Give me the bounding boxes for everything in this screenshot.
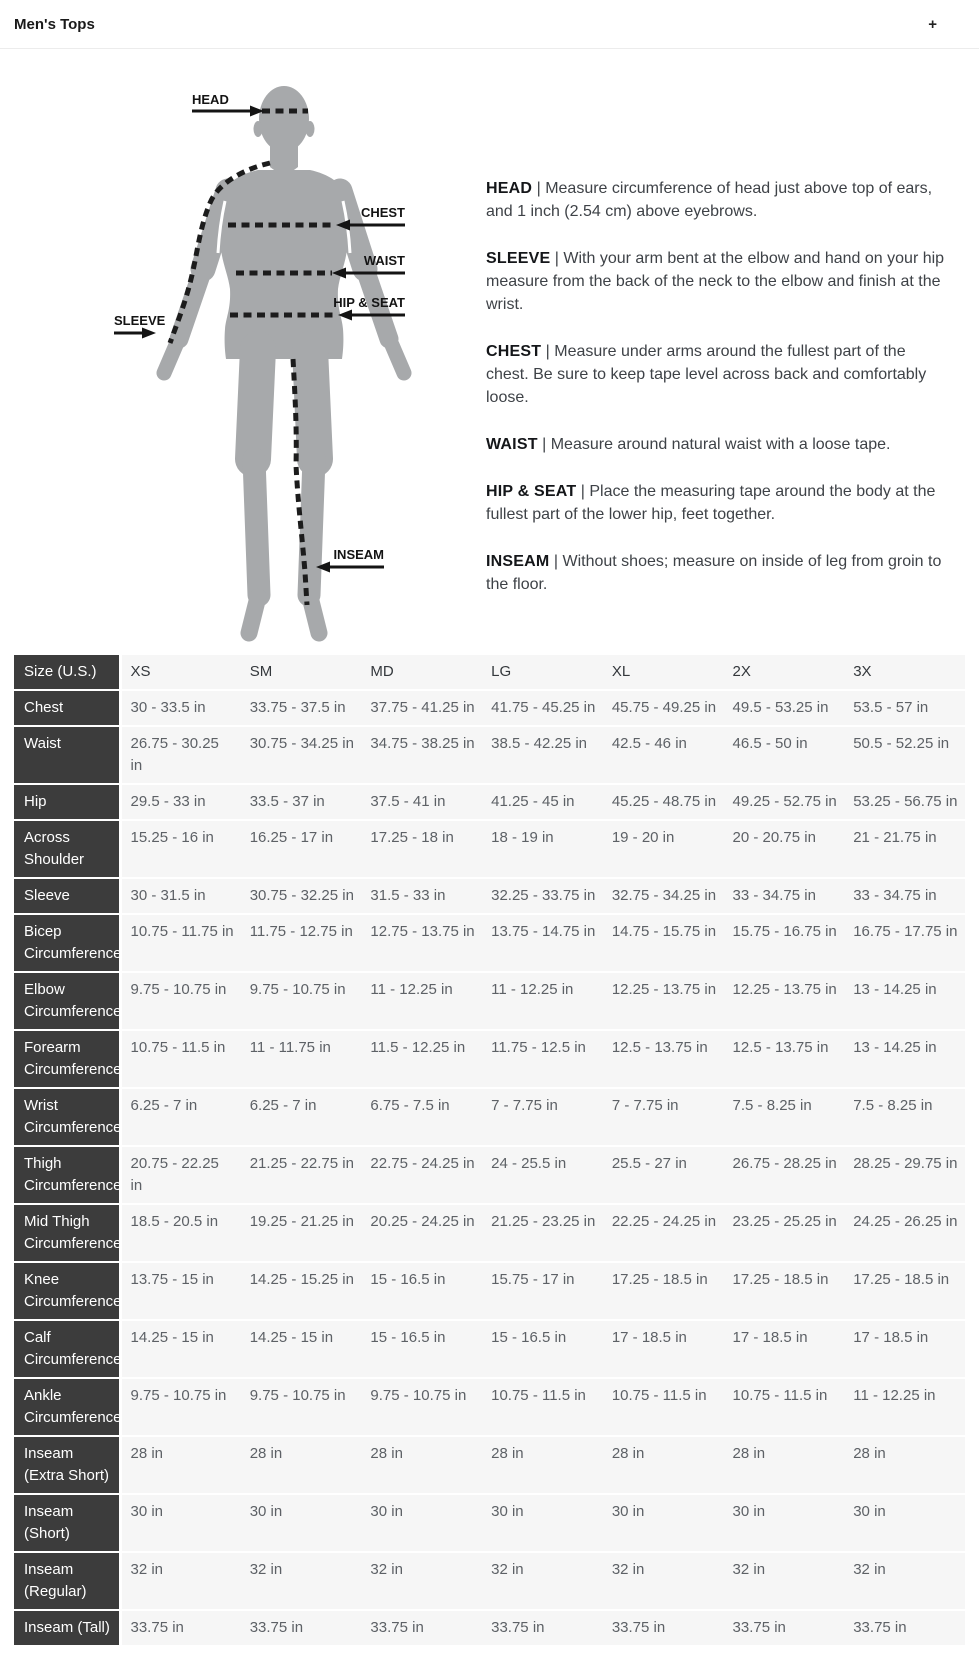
size-value-cell: 20.75 - 22.25 in [120, 1146, 241, 1204]
guide-term: HIP & SEAT [486, 483, 577, 500]
size-value-cell: 41.75 - 45.25 in [482, 690, 603, 726]
guide-description: Measure around natural waist with a loose tape. [550, 436, 891, 453]
size-value-cell: 32 in [120, 1552, 241, 1610]
size-value-cell: 21.25 - 22.75 in [241, 1146, 362, 1204]
measurement-row-label: Mid Thigh Circumference [14, 1204, 120, 1262]
size-value-cell: 24.25 - 26.25 in [844, 1204, 965, 1262]
size-value-cell: 32 in [482, 1552, 603, 1610]
size-table-row [14, 1204, 965, 1262]
size-value-cell: 13.75 - 14.75 in [482, 914, 603, 972]
measurement-row-label: Knee Circumference [14, 1262, 120, 1320]
size-value-cell: 10.75 - 11.5 in [603, 1378, 724, 1436]
guide-entry [486, 433, 950, 456]
sleeve-arrowhead [142, 328, 156, 339]
measurement-row-label: Hip [14, 784, 120, 820]
size-table-row [14, 820, 965, 878]
guide-separator: | [550, 250, 564, 267]
size-value-cell: 28 in [724, 1436, 845, 1494]
size-value-cell: 9.75 - 10.75 in [241, 1378, 362, 1436]
size-value-cell: 11 - 12.25 in [844, 1378, 965, 1436]
size-value-cell: 20 - 20.75 in [724, 820, 845, 878]
size-value-cell: 17.25 - 18.5 in [603, 1262, 724, 1320]
size-value-cell: 22.75 - 24.25 in [361, 1146, 482, 1204]
size-value-cell: 6.25 - 7 in [120, 1088, 241, 1146]
size-value-cell: 15.25 - 16 in [120, 820, 241, 878]
size-value-cell: 10.75 - 11.75 in [120, 914, 241, 972]
size-value-cell: 16.75 - 17.75 in [844, 914, 965, 972]
size-column-header: XL [603, 655, 724, 690]
size-value-cell: 26.75 - 28.25 in [724, 1146, 845, 1204]
size-value-cell: 15.75 - 16.75 in [724, 914, 845, 972]
measurement-row-label: Calf Circumference [14, 1320, 120, 1378]
size-value-cell: 37.5 - 41 in [361, 784, 482, 820]
size-value-cell: 34.75 - 38.25 in [361, 726, 482, 784]
size-value-cell: 30.75 - 32.25 in [241, 878, 362, 914]
size-value-cell: 7.5 - 8.25 in [724, 1088, 845, 1146]
size-value-cell: 12.25 - 13.75 in [603, 972, 724, 1030]
measurement-row-label: Elbow Circumference [14, 972, 120, 1030]
size-value-cell: 15 - 16.5 in [361, 1320, 482, 1378]
size-value-cell: 11 - 12.25 in [482, 972, 603, 1030]
head-label: HEAD [192, 92, 229, 107]
size-value-cell: 26.75 - 30.25 in [120, 726, 241, 784]
guide-description: Place the measuring tape around the body at the fullest part of the lower hip, feet together. [486, 483, 936, 523]
size-table-row [14, 1088, 965, 1146]
measurement-row-label: Forearm Circumference [14, 1030, 120, 1088]
size-value-cell: 41.25 - 45 in [482, 784, 603, 820]
size-value-cell: 17 - 18.5 in [724, 1320, 845, 1378]
size-value-cell: 42.5 - 46 in [603, 726, 724, 784]
size-value-cell: 23.25 - 25.25 in [724, 1204, 845, 1262]
size-value-cell: 17.25 - 18 in [361, 820, 482, 878]
size-table-row [14, 726, 965, 784]
measurement-row-label: Chest [14, 690, 120, 726]
size-value-cell: 17 - 18.5 in [603, 1320, 724, 1378]
size-table-row [14, 1030, 965, 1088]
size-table-row [14, 1552, 965, 1610]
size-value-cell: 28 in [844, 1436, 965, 1494]
size-value-cell: 33.75 in [724, 1610, 845, 1646]
size-value-cell: 11.75 - 12.75 in [241, 914, 362, 972]
size-table-row [14, 1146, 965, 1204]
measurement-row-label: Bicep Circumference [14, 914, 120, 972]
size-value-cell: 14.75 - 15.75 in [603, 914, 724, 972]
size-value-cell: 21.25 - 23.25 in [482, 1204, 603, 1262]
guide-entry [486, 177, 950, 223]
size-value-cell: 18.5 - 20.5 in [120, 1204, 241, 1262]
size-value-cell: 30 in [482, 1494, 603, 1552]
plus-icon[interactable]: + [928, 15, 937, 33]
size-value-cell: 12.25 - 13.75 in [724, 972, 845, 1030]
size-value-cell: 30 in [361, 1494, 482, 1552]
size-value-cell: 13 - 14.25 in [844, 1030, 965, 1088]
size-column-header: 2X [724, 655, 845, 690]
guide-description: Measure under arms around the fullest part of the chest. Be sure to keep tape level across back and comfortably loose. [486, 343, 927, 406]
size-value-cell: 17 - 18.5 in [844, 1320, 965, 1378]
size-value-cell: 30 in [241, 1494, 362, 1552]
size-value-cell: 7 - 7.75 in [603, 1088, 724, 1146]
size-value-cell: 30 - 31.5 in [120, 878, 241, 914]
size-value-cell: 45.75 - 49.25 in [603, 690, 724, 726]
size-value-cell: 32 in [724, 1552, 845, 1610]
size-value-cell: 33.5 - 37 in [241, 784, 362, 820]
size-value-cell: 32 in [844, 1552, 965, 1610]
size-value-cell: 33.75 in [120, 1610, 241, 1646]
size-value-cell: 30 in [120, 1494, 241, 1552]
size-table-row [14, 1262, 965, 1320]
size-value-cell: 25.5 - 27 in [603, 1146, 724, 1204]
measurement-row-label: Across Shoulder [14, 820, 120, 878]
size-value-cell: 49.5 - 53.25 in [724, 690, 845, 726]
waist-label: WAIST [363, 253, 405, 268]
measurement-row-label: Waist [14, 726, 120, 784]
measurement-row-label: Sleeve [14, 878, 120, 914]
size-value-cell: 14.25 - 15.25 in [241, 1262, 362, 1320]
size-value-cell: 45.25 - 48.75 in [603, 784, 724, 820]
size-value-cell: 28 in [482, 1436, 603, 1494]
guide-separator: | [549, 553, 563, 570]
size-table-row [14, 784, 965, 820]
size-value-cell: 30 in [844, 1494, 965, 1552]
size-table-row [14, 878, 965, 914]
body-silhouette-figure [112, 67, 457, 655]
size-value-cell: 49.25 - 52.75 in [724, 784, 845, 820]
size-table-row [14, 972, 965, 1030]
size-value-cell: 28.25 - 29.75 in [844, 1146, 965, 1204]
size-value-cell: 33.75 in [241, 1610, 362, 1646]
size-value-cell: 9.75 - 10.75 in [361, 1378, 482, 1436]
size-column-header: SM [241, 655, 362, 690]
size-value-cell: 9.75 - 10.75 in [120, 1378, 241, 1436]
size-value-cell: 33.75 in [361, 1610, 482, 1646]
size-value-cell: 30.75 - 34.25 in [241, 726, 362, 784]
body-measurement-diagram [112, 67, 457, 655]
guide-entry [486, 340, 950, 409]
measurement-row-label: Inseam (Tall) [14, 1610, 120, 1646]
size-table-header-row [14, 655, 965, 690]
guide-separator: | [532, 180, 546, 197]
size-value-cell: 29.5 - 33 in [120, 784, 241, 820]
size-value-cell: 6.75 - 7.5 in [361, 1088, 482, 1146]
size-table-row [14, 690, 965, 726]
size-value-cell: 11.75 - 12.5 in [482, 1030, 603, 1088]
size-value-cell: 28 in [120, 1436, 241, 1494]
size-value-cell: 32 in [241, 1552, 362, 1610]
size-value-cell: 38.5 - 42.25 in [482, 726, 603, 784]
guide-description: With your arm bent at the elbow and hand on your hip measure from the back of the neck to the elbow and finish at the wrist. [486, 250, 945, 313]
size-table-row [14, 1320, 965, 1378]
size-value-cell: 28 in [361, 1436, 482, 1494]
size-value-cell: 12.5 - 13.75 in [724, 1030, 845, 1088]
size-value-cell: 50.5 - 52.25 in [844, 726, 965, 784]
size-value-cell: 20.25 - 24.25 in [361, 1204, 482, 1262]
size-value-cell: 14.25 - 15 in [241, 1320, 362, 1378]
size-value-cell: 19 - 20 in [603, 820, 724, 878]
size-table-row [14, 1610, 965, 1646]
hip-seat-label: HIP & SEAT [333, 295, 405, 310]
guide-term: WAIST [486, 436, 538, 453]
size-value-cell: 33.75 in [603, 1610, 724, 1646]
guide-separator: | [541, 343, 555, 360]
measurement-row-label: Ankle Circumference [14, 1378, 120, 1436]
size-value-cell: 11.5 - 12.25 in [361, 1030, 482, 1088]
size-value-cell: 28 in [603, 1436, 724, 1494]
size-value-cell: 53.5 - 57 in [844, 690, 965, 726]
size-value-cell: 31.5 - 33 in [361, 878, 482, 914]
measurement-row-label: Wrist Circumference [14, 1088, 120, 1146]
guide-description: Without shoes; measure on inside of leg from groin to the floor. [486, 553, 942, 593]
size-value-cell: 46.5 - 50 in [724, 726, 845, 784]
size-value-cell: 33 - 34.75 in [724, 878, 845, 914]
measurement-guide-section [0, 49, 979, 655]
size-value-cell: 10.75 - 11.5 in [482, 1378, 603, 1436]
sleeve-label: SLEEVE [114, 313, 166, 328]
guide-entry [486, 247, 950, 316]
inseam-label: INSEAM [333, 547, 384, 562]
size-value-cell: 32 in [603, 1552, 724, 1610]
guide-entry [486, 480, 950, 526]
size-value-cell: 16.25 - 17 in [241, 820, 362, 878]
size-value-cell: 10.75 - 11.5 in [724, 1378, 845, 1436]
measurement-row-label: Thigh Circumference [14, 1146, 120, 1204]
size-value-cell: 6.25 - 7 in [241, 1088, 362, 1146]
size-table-section [0, 655, 979, 1657]
guide-term: CHEST [486, 343, 542, 360]
measurement-row-label: Inseam (Regular) [14, 1552, 120, 1610]
size-value-cell: 21 - 21.75 in [844, 820, 965, 878]
size-table-row [14, 1378, 965, 1436]
size-table-corner-header: Size (U.S.) [14, 655, 120, 690]
size-value-cell: 10.75 - 11.5 in [120, 1030, 241, 1088]
size-value-cell: 37.75 - 41.25 in [361, 690, 482, 726]
size-value-cell: 53.25 - 56.75 in [844, 784, 965, 820]
size-column-header: 3X [844, 655, 965, 690]
size-value-cell: 30 in [603, 1494, 724, 1552]
size-value-cell: 18 - 19 in [482, 820, 603, 878]
size-value-cell: 33.75 in [844, 1610, 965, 1646]
size-value-cell: 32.25 - 33.75 in [482, 878, 603, 914]
size-value-cell: 30 - 33.5 in [120, 690, 241, 726]
guide-term: HEAD [486, 180, 533, 197]
guide-separator: | [576, 483, 590, 500]
guide-term: SLEEVE [486, 250, 551, 267]
size-value-cell: 11 - 11.75 in [241, 1030, 362, 1088]
size-table-row [14, 1436, 965, 1494]
size-table-row [14, 1494, 965, 1552]
size-value-cell: 17.25 - 18.5 in [844, 1262, 965, 1320]
size-table-row [14, 914, 965, 972]
size-value-cell: 9.75 - 10.75 in [120, 972, 241, 1030]
size-table [14, 655, 965, 1647]
size-column-header: XS [120, 655, 241, 690]
accordion-header[interactable] [0, 0, 979, 49]
size-value-cell: 7.5 - 8.25 in [844, 1088, 965, 1146]
size-value-cell: 11 - 12.25 in [361, 972, 482, 1030]
guide-entry [486, 550, 950, 596]
size-value-cell: 12.5 - 13.75 in [603, 1030, 724, 1088]
size-value-cell: 32.75 - 34.25 in [603, 878, 724, 914]
size-value-cell: 33.75 in [482, 1610, 603, 1646]
size-value-cell: 19.25 - 21.25 in [241, 1204, 362, 1262]
guide-term: INSEAM [486, 553, 550, 570]
guide-separator: | [537, 436, 551, 453]
size-value-cell: 14.25 - 15 in [120, 1320, 241, 1378]
size-value-cell: 13 - 14.25 in [844, 972, 965, 1030]
size-value-cell: 9.75 - 10.75 in [241, 972, 362, 1030]
size-value-cell: 13.75 - 15 in [120, 1262, 241, 1320]
measurement-instructions [486, 177, 950, 620]
measurement-row-label: Inseam (Short) [14, 1494, 120, 1552]
size-value-cell: 30 in [724, 1494, 845, 1552]
page-title: Men's Tops [14, 15, 95, 33]
size-column-header: LG [482, 655, 603, 690]
size-value-cell: 15 - 16.5 in [482, 1320, 603, 1378]
size-value-cell: 32 in [361, 1552, 482, 1610]
guide-description: Measure circumference of head just above top of ears, and 1 inch (2.54 cm) above eyebrows. [486, 180, 933, 220]
size-value-cell: 33.75 - 37.5 in [241, 690, 362, 726]
size-value-cell: 15.75 - 17 in [482, 1262, 603, 1320]
size-value-cell: 22.25 - 24.25 in [603, 1204, 724, 1262]
size-value-cell: 17.25 - 18.5 in [724, 1262, 845, 1320]
size-value-cell: 12.75 - 13.75 in [361, 914, 482, 972]
size-value-cell: 15 - 16.5 in [361, 1262, 482, 1320]
chest-label: CHEST [360, 205, 405, 220]
size-column-header: MD [361, 655, 482, 690]
size-value-cell: 24 - 25.5 in [482, 1146, 603, 1204]
measurement-row-label: Inseam (Extra Short) [14, 1436, 120, 1494]
size-value-cell: 33 - 34.75 in [844, 878, 965, 914]
size-value-cell: 28 in [241, 1436, 362, 1494]
size-value-cell: 7 - 7.75 in [482, 1088, 603, 1146]
